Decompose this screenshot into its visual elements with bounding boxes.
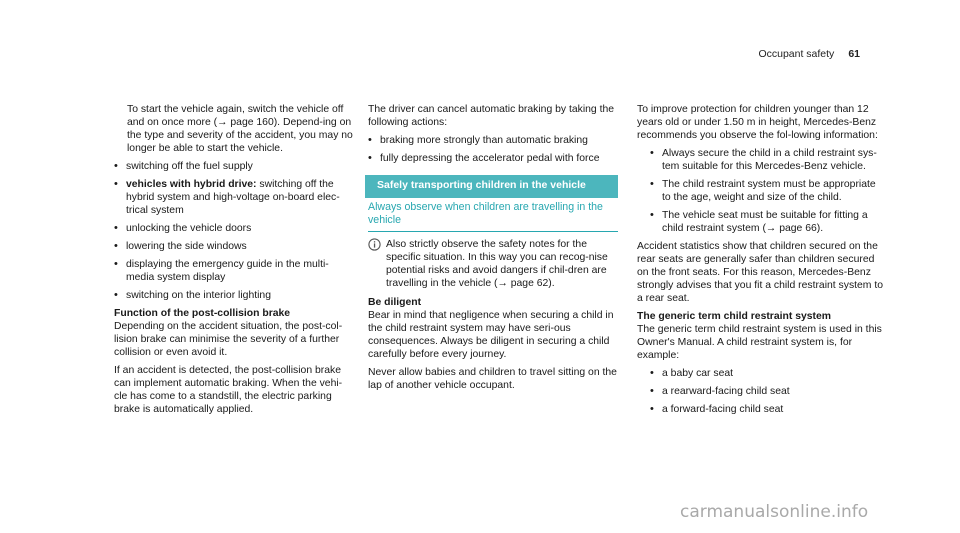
body-paragraph: The generic term child restraint system is used in this Owner's Manual. A child restraint system is, for example: [637,324,882,361]
list-item-text: fully depressing the accelerator pedal with force [380,153,600,164]
list-item [114,289,354,302]
section-heading: Be diligent [368,297,422,308]
list-item-text: switching off the hybrid system and high-voltage on-board elec-trical system [126,179,340,216]
bullet-icon: • [114,222,118,234]
list-item [650,403,884,416]
section-title: Occupant safety [758,48,835,60]
list-item-bold: vehicles with hybrid drive: [126,179,257,190]
bullet-icon: • [650,385,654,397]
list-item-text: lowering the side windows [126,241,247,252]
section-heading: The generic term child restraint system [637,311,832,322]
bullet-icon: • [650,367,654,379]
column-3 [637,103,884,421]
body-paragraph: Bear in mind that negligence when securing a child in the child restraint system may have seri-ous consequences. Always be diligent in securing a child carefully before every journey. [368,310,614,360]
list-item [650,209,884,235]
cancel-braking-list [368,134,618,165]
bullet-icon: • [368,152,372,164]
restart-paragraph: To start the vehicle again, switch the vehicle off and on once more (→ page 160). Depend-ing on the type and severity of the accident, you may no longer be able to start the vehicle. [127,104,353,154]
list-item-text: Always secure the child in a child restraint sys-tem suitable for this Mercedes-Benz vehicle. [662,148,877,172]
list-item [368,152,618,165]
bullet-icon: • [650,403,654,415]
body-paragraph: Depending on the accident situation, the post-col-lision brake can minimise the severity of a further collision or even avoid it. [114,321,343,358]
child-safety-list [637,147,884,235]
subsection-heading: Always observe when children are travelling in the vehicle [368,201,618,232]
list-item-text: a forward-facing child seat [662,404,784,415]
body-paragraph: The driver can cancel automatic braking by taking the following actions: [368,104,615,128]
watermark: carmanualsonline.info [680,502,869,522]
bullet-icon: • [114,289,118,301]
list-item-text: a rearward-facing child seat [662,386,790,397]
bullet-icon: • [114,258,118,270]
page-header [758,48,860,61]
body-paragraph: Accident statistics show that children secured on the rear seats are generally safer than children secured on the front seats. For this reason, Mercedes-Benz strongly advises that you fit a child restraint system to a rear seat. [637,241,884,304]
list-item [114,222,354,235]
list-item-text: switching on the interior lighting [126,290,271,301]
info-icon [368,238,381,251]
list-item [650,367,884,380]
list-item [650,385,884,398]
bullet-icon: • [650,178,654,190]
bullet-icon: • [368,134,372,146]
list-item [114,178,354,217]
section-heading: Function of the post-collision brake [114,308,291,319]
list-item-text: a baby car seat [662,368,734,379]
list-item-text: The child restraint system must be appropriate to the age, weight and size of the child. [662,179,876,203]
list-item-text: The vehicle seat must be suitable for fitting a child restraint system (→ page 66). [662,210,868,234]
note-text: Also strictly observe the safety notes for the specific situation. In this way you can recog-nise potential risks and avoid dangers if chil-dren are travelling in the vehicle (→ page 62). [386,239,608,289]
list-item [114,258,354,284]
bullet-icon: • [114,178,118,190]
list-item [114,160,354,173]
list-item-text: switching off the fuel supply [126,161,253,172]
restraint-types-list [637,367,884,416]
bullet-icon: • [114,240,118,252]
list-item-text: displaying the emergency guide in the multi-media system display [126,259,329,283]
post-crash-actions-list [114,160,354,302]
section-banner: Safely transporting children in the vehicle [365,175,618,198]
bullet-icon: • [650,209,654,221]
list-item [114,240,354,253]
list-item [650,178,884,204]
body-paragraph: To improve protection for children younger than 12 years old or under 1.50 m in height, Mercedes-Benz recommends you observe the fol-lowing information: [637,104,878,141]
body-paragraph: Never allow babies and children to travel sitting on the lap of another vehicle occupant. [368,367,617,391]
bullet-icon: • [650,147,654,159]
bullet-icon: • [114,160,118,172]
body-paragraph: If an accident is detected, the post-collision brake can implement automatic braking. When the vehi-cle has come to a standstill, the electric parking brake is automatically applied. [114,365,343,415]
column-2 [368,103,618,397]
list-item-text: braking more strongly than automatic braking [380,135,588,146]
list-item-text: unlocking the vehicle doors [126,223,252,234]
info-note [368,238,618,290]
list-item [368,134,618,147]
column-1 [114,103,354,421]
list-item [650,147,884,173]
page-number: 61 [848,48,860,60]
